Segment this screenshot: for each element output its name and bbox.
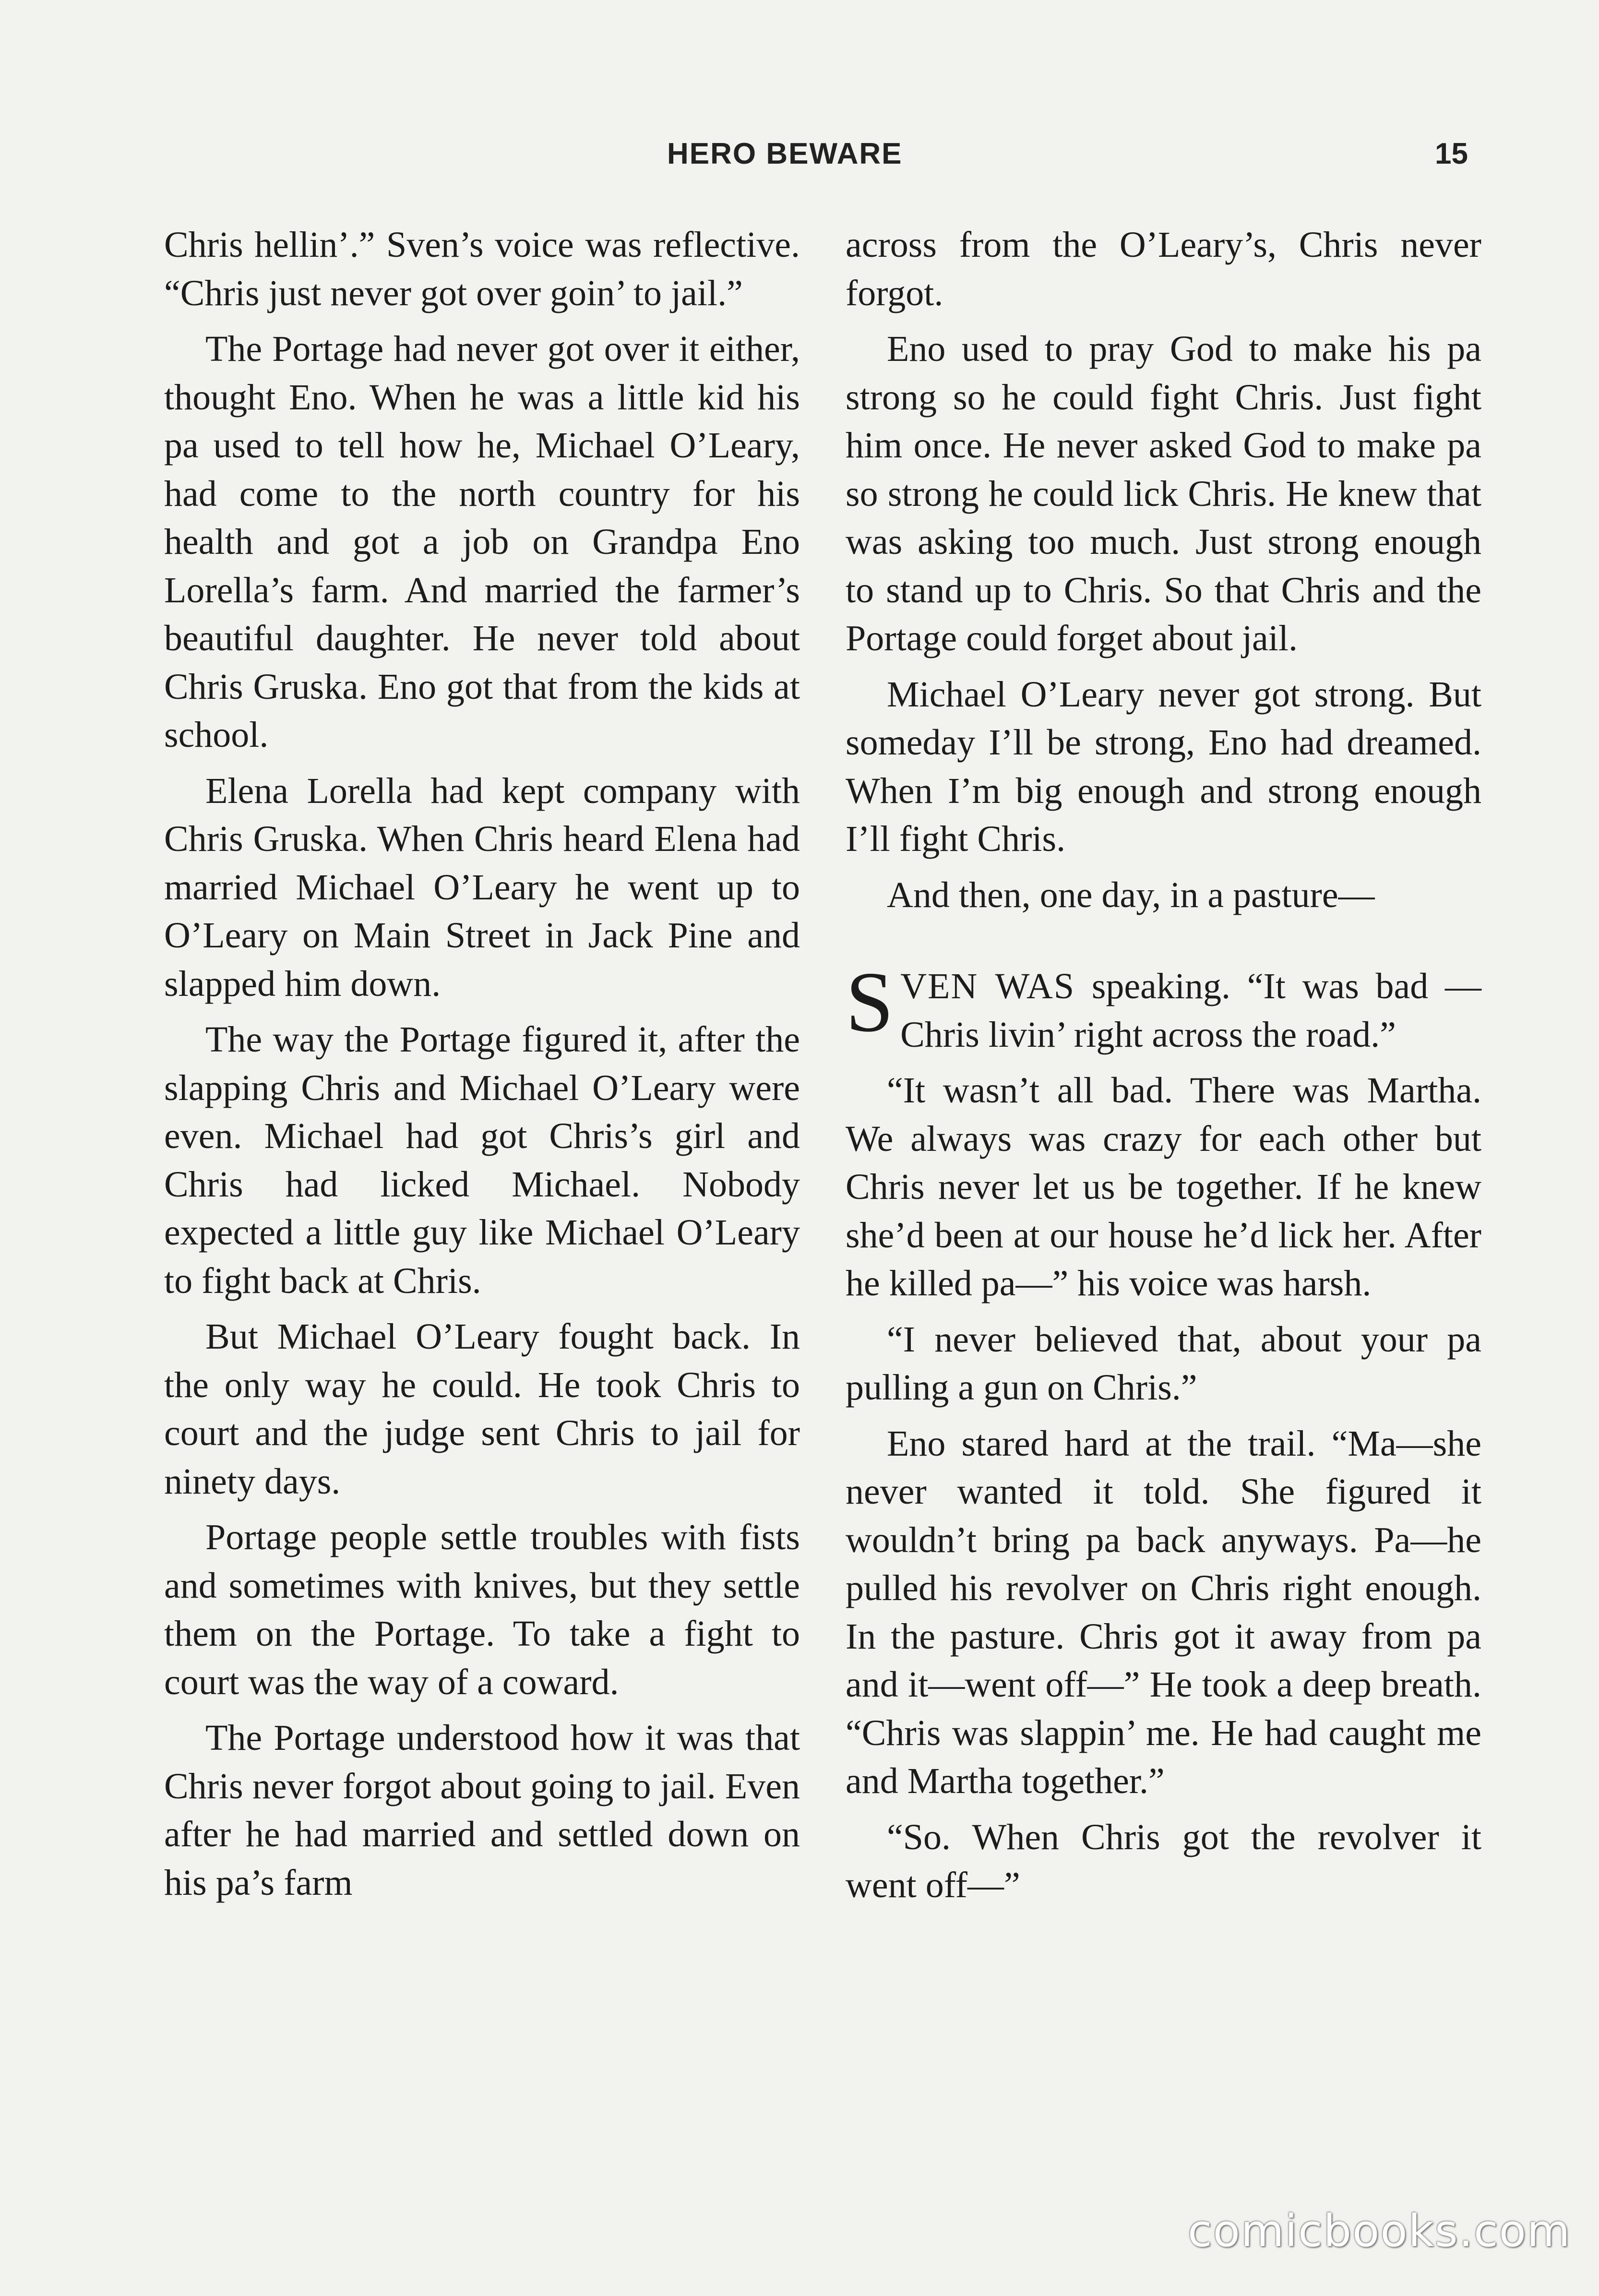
paragraph: Portage people settle troubles with fists and sometimes with knives, but they settle them on the Portage. To take a fight to court was the way of a coward.: [164, 1517, 800, 1702]
section-lead-text: speaking. “It was bad —Chris livin’ right across the road.”: [900, 966, 1481, 1055]
paragraph: And then, one day, in a pasture—: [887, 874, 1375, 915]
paragraph: The way the Portage figured it, after the slapping Chris and Michael O’Leary were even. Michael had got Chris’s girl and Chris had licked Michael. Nobody expected a little guy like Michael O’Leary to fight back at Chris.: [164, 1019, 800, 1301]
paragraph: “So. When Chris got the revolver it went off—”: [846, 1817, 1481, 1905]
paragraph: across from the O’Leary’s, Chris never forgot.: [846, 225, 1481, 313]
paragraph: The Portage understood how it was that Chris never forgot about going to jail. Even after he had married and settled down on his pa’s farm: [164, 1718, 800, 1903]
section-opening-paragraph: [846, 954, 1481, 1059]
left-column: [164, 221, 800, 1914]
paragraph: Eno used to pray God to make his pa strong so he could fight Chris. Just fight him once. He never asked God to make pa so strong he could lick Chris. He knew that was asking too much. Just strong enough to stand up to Chris. So that Chris and the Portage could forget about jail.: [846, 329, 1481, 658]
paragraph: Eno stared hard at the trail. “Ma—she never wanted it told. She figured it wouldn’t bring pa back anyways. Pa—he pulled his revolver on Chris right enough. In the pasture. Chris got it away from pa and it—went off—” He took a deep breath. “Chris was slappin’ me. He had caught me and Martha together.”: [846, 1423, 1481, 1801]
paragraph: Elena Lorella had kept company with Chris Gruska. When Chris heard Elena had married Michael O’Leary he went up to O’Leary on Main Street in Jack Pine and slapped him down.: [164, 770, 800, 1004]
paragraph: “I never believed that, about your pa pulling a gun on Chris.”: [846, 1319, 1481, 1408]
page-number: 15: [1435, 137, 1468, 170]
drop-cap: S: [846, 954, 894, 1050]
running-header: HERO BEWARE: [667, 137, 903, 170]
paragraph: “It wasn’t all bad. There was Martha. We always was crazy for each other but Chris never let us be together. If he knew she’d been at our house he’d lick her. After he killed pa—” his voice was harsh.: [846, 1070, 1481, 1303]
section-lead-caps: VEN WAS: [900, 966, 1075, 1006]
paragraph: Chris hellin’.” Sven’s voice was reflective. “Chris just never got over goin’ to jail.”: [164, 225, 800, 313]
paragraph: But Michael O’Leary fought back. In the only way he could. He took Chris to court and the judge sent Chris to jail for ninety days.: [164, 1316, 800, 1502]
paragraph: The Portage had never got over it either, thought Eno. When he was a little kid his pa used to tell how he, Michael O’Leary, had come to the north country for his health and got a job on Grandpa Eno Lorella’s farm. And married the farmer’s beautiful daughter. He never told about Chris Gruska. Eno got that from the kids at school.: [164, 329, 800, 755]
watermark: comicbooks.com: [1188, 2205, 1571, 2257]
right-column: [846, 221, 1481, 1917]
paragraph: Michael O’Leary never got strong. But someday I’ll be strong, Eno had dreamed. When I’m big enough and strong enough I’ll fight Chris.: [846, 674, 1481, 859]
